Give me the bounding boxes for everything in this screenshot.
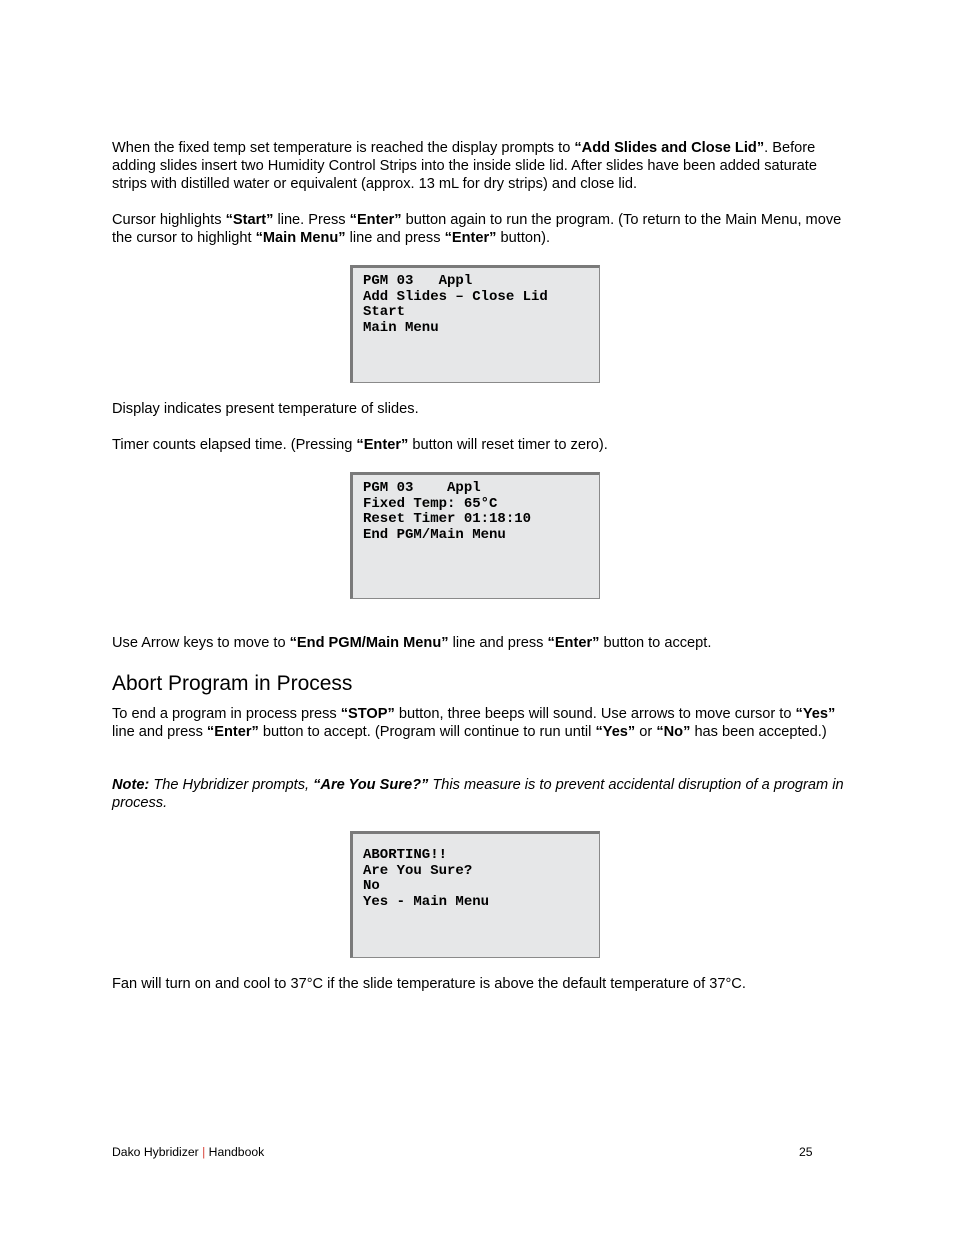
- bold-text: “Are You Sure?”: [313, 777, 429, 793]
- display-line: Are You Sure?: [363, 862, 473, 879]
- text: button will reset timer to zero).: [408, 437, 608, 453]
- section-heading: Abort Program in Process: [112, 672, 353, 695]
- text: button to accept.: [599, 635, 712, 651]
- bold-text: “STOP”: [340, 706, 395, 722]
- bold-text: “Enter”: [206, 724, 259, 740]
- footer-handbook: Handbook: [208, 1145, 265, 1159]
- timer-paragraph: [112, 436, 847, 454]
- display-line: Main Menu: [363, 319, 439, 336]
- arrow-keys-paragraph: [112, 634, 847, 652]
- text: or: [635, 724, 657, 740]
- text: This measure is to prevent accidental disruption of a program in process.: [112, 777, 844, 811]
- text: button to accept. (Program will continue to run until: [258, 724, 596, 740]
- display-line: PGM 03 Appl: [363, 480, 481, 496]
- display-line: Add Slides – Close Lid: [363, 288, 548, 305]
- bold-text: “Enter”: [547, 635, 600, 651]
- abort-paragraph: [112, 705, 852, 741]
- text: has been accepted.): [690, 724, 827, 740]
- footer-separator: |: [202, 1145, 206, 1159]
- lcd-display-aborting: [350, 831, 600, 958]
- display-line: PGM 03 Appl: [363, 273, 473, 289]
- text: button, three beeps will sound. Use arrows to move cursor to: [394, 706, 796, 722]
- fan-paragraph: Fan will turn on and cool to 37°C if the slide temperature is above the default temperature of 37°C.: [112, 976, 746, 992]
- display-line: Reset Timer 01:18:10: [363, 511, 532, 527]
- text: Cursor highlights: [112, 212, 226, 228]
- bold-text: “Yes”: [595, 724, 636, 740]
- bold-text: “Main Menu”: [255, 230, 346, 246]
- display-line: Fixed Temp: 65°C: [363, 495, 498, 512]
- note-paragraph: [112, 776, 847, 812]
- bold-text: “Enter”: [444, 230, 497, 246]
- temperature-paragraph: Display indicates present temperature of slides.: [112, 401, 419, 417]
- display-line: No: [363, 878, 380, 894]
- cursor-paragraph: [112, 211, 847, 247]
- display-line: Start: [363, 304, 406, 320]
- text: button).: [496, 230, 551, 246]
- bold-text: “Enter”: [349, 212, 402, 228]
- bold-text: “Yes”: [795, 706, 836, 722]
- intro-paragraph: [112, 139, 847, 193]
- text: line and press: [112, 724, 207, 740]
- lcd-display-fixed-temp: [350, 472, 600, 599]
- text: . Before adding slides insert two Humidity Control Strips into the inside slide lid. After slides have been added saturate strips with distilled water or equivalent (approx. 13 mL for dry strips) and close lid.: [112, 140, 817, 192]
- footer-title: [112, 1145, 264, 1160]
- display-line: ABORTING!!: [363, 847, 448, 863]
- text: button again to run the program. (To return to the Main Menu, move the cursor to highlight: [112, 212, 842, 246]
- footer-brand: Dako Hybridizer: [112, 1145, 199, 1159]
- bold-text: “Add Slides and Close Lid”: [574, 140, 765, 156]
- bold-text: “End PGM/Main Menu”: [289, 635, 449, 651]
- text: Use Arrow keys to move to: [112, 635, 290, 651]
- text: To end a program in process press: [112, 706, 341, 722]
- text: line. Press: [273, 212, 350, 228]
- note-label: Note:: [112, 777, 150, 793]
- text: When the fixed temp set temperature is reached the display prompts to: [112, 140, 575, 156]
- text: line and press: [345, 230, 445, 246]
- lcd-display-add-slides: [350, 265, 600, 383]
- page-number: 25: [799, 1145, 813, 1159]
- text: line and press: [448, 635, 548, 651]
- bold-text: “Enter”: [356, 437, 409, 453]
- display-line: End PGM/Main Menu: [363, 526, 506, 543]
- text: Timer counts elapsed time. (Pressing: [112, 437, 357, 453]
- bold-text: “No”: [656, 724, 691, 740]
- bold-text: “Start”: [225, 212, 274, 228]
- text: The Hybridizer prompts,: [149, 777, 314, 793]
- display-line: Yes - Main Menu: [363, 893, 490, 910]
